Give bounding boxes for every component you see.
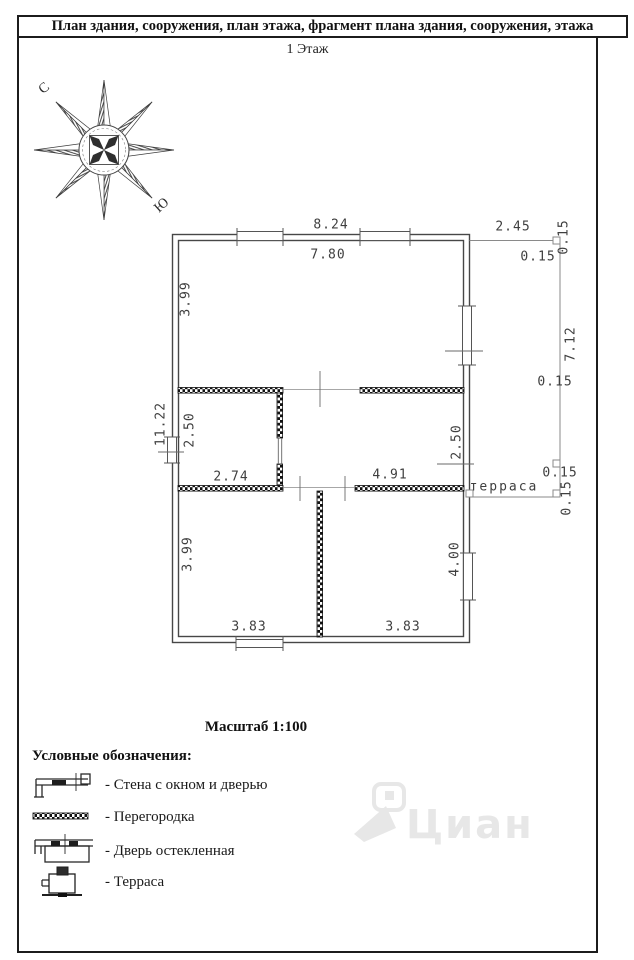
dimension-label: 3.83: [231, 619, 267, 635]
terrace-outline: [466, 237, 560, 497]
dimension-label: 3.83: [385, 619, 421, 635]
dimension-label: 0.15: [556, 219, 572, 255]
floor-label: 1 Этаж: [286, 42, 329, 57]
legend-heading: Условные обозначения:: [32, 748, 192, 764]
legend-item-label: - Стена с окном и дверью: [105, 776, 268, 793]
door-openings: [278, 390, 360, 488]
legend-item-label: - Дверь остекленная: [105, 842, 235, 859]
dimension-label: 4.91: [372, 467, 408, 483]
dimension-label: 4.00: [447, 541, 463, 577]
dimension-label: 0.15: [537, 374, 573, 390]
partition-icon: [32, 811, 90, 823]
dimension-label: 0.15: [559, 480, 575, 516]
window-bottom: [236, 636, 283, 651]
reference-ticks: [158, 351, 483, 501]
dimension-label: 8.24: [313, 217, 349, 233]
dimension-label: 0.15: [520, 249, 556, 265]
dimension-label: 2.50: [182, 412, 198, 448]
legend-item-wall-window-door: [32, 770, 392, 800]
legend-item-partition: [32, 805, 392, 829]
compass-north-label: С: [35, 79, 53, 98]
legend-item-label: - Терраса: [105, 873, 165, 890]
dimension-label: 7.12: [563, 326, 579, 362]
window-top-right: [360, 228, 410, 246]
compass-rose-icon: [34, 80, 174, 220]
legend-item-label: - Перегородка: [105, 808, 195, 825]
wall-window-door-icon: [32, 770, 94, 800]
dimension-label: 2.50: [449, 424, 465, 460]
legend: [32, 748, 432, 890]
watermark-text: Циан: [406, 802, 534, 848]
window-top-left: [237, 228, 283, 246]
terrace-icon: [40, 864, 86, 900]
drawing-title: План здания, сооружения, план этажа, фрагмент плана здания, сооружения, этажа: [51, 18, 594, 34]
legend-item-terrace: [32, 864, 392, 900]
compass-south-label: Ю: [151, 195, 173, 217]
dimension-label: 3.99: [178, 281, 194, 317]
dimension-label: 7.80: [310, 247, 346, 263]
dimension-label: 2.74: [213, 469, 249, 485]
dimension-label: 3.99: [180, 536, 196, 572]
dimension-label: 2.45: [495, 219, 531, 235]
dimension-label: 0.15: [542, 465, 578, 481]
scale-label: Масштаб 1:100: [204, 719, 308, 735]
window-right-upper: [458, 306, 476, 365]
terrace-label: терраса: [469, 479, 539, 495]
partitions: [178, 388, 464, 638]
dimension-label: 11.22: [153, 401, 169, 447]
